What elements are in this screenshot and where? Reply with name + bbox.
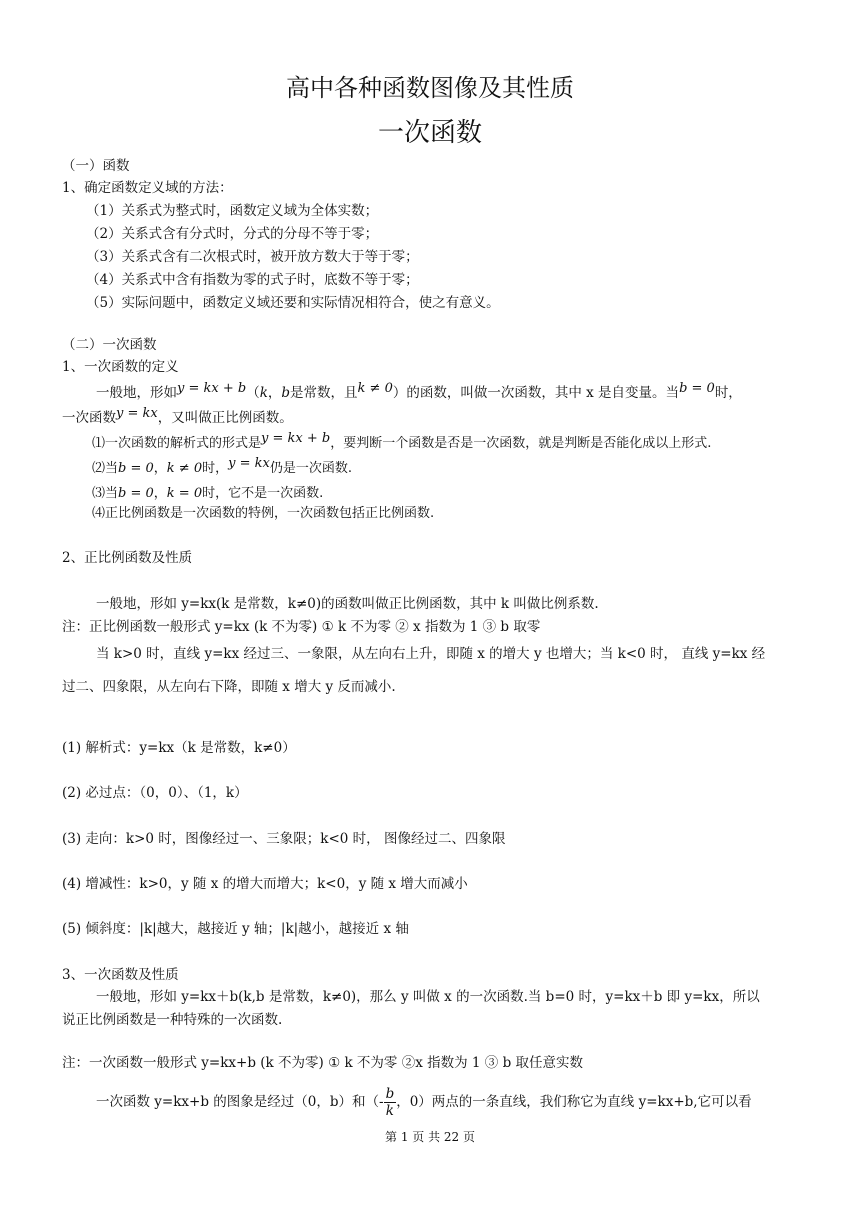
note-1: ⑴一次函数的解析式的形式是y = kx + b，要判断一个函数是否是一次函数，就是判断是否能化成以上形式. bbox=[92, 431, 712, 451]
formula-b-eq-0: b = 0 bbox=[679, 381, 715, 396]
proportional-direction-1: 当 k>0 时，直线 y=kx 经过三、一象限，从左向右上升，即随 x 的增大 y 也增大；当 k<0 时， 直线 y=kx 经 bbox=[96, 646, 766, 662]
domain-rule-4: （4）关系式中含有指数为零的式子时，底数不等于零； bbox=[86, 272, 419, 288]
domain-rule-3: （3）关系式含有二次根式时，被开放方数大于等于零； bbox=[86, 249, 419, 265]
fraction-b-over-k: $\frac{b}{k}$ bbox=[385, 1085, 395, 1119]
definition-line-2: 一次函数y = kx，又叫做正比例函数。 bbox=[62, 406, 293, 426]
linear-definition-heading: 1、一次函数的定义 bbox=[62, 359, 179, 375]
property-fixed-points: (2) 必过点：（0，0）、（1，k） bbox=[62, 785, 248, 801]
property-expression: (1) 解析式：y=kx（k 是常数，k≠0） bbox=[62, 740, 296, 756]
property-monotonicity: (4) 增减性：k>0，y 随 x 的增大而增大；k<0，y 随 x 增大而减小 bbox=[62, 876, 468, 892]
property-direction: (3) 走向：k>0 时，图像经过一、三象限；k<0 时， 图像经过二、四象限 bbox=[62, 831, 506, 847]
proportional-direction-2: 过二、四象限，从左向右下降，即随 x 增大 y 反而减小. bbox=[62, 679, 396, 695]
page-footer: 第 1 页 共 22 页 bbox=[385, 1130, 475, 1144]
linear-graph-line: 一次函数 y=kx+b 的图象是经过（0，b）和（- $\frac{b}{k}$ ，0）两点的一条直线，我们称它为直线 y=kx+b,它可以看 bbox=[96, 1085, 752, 1119]
domain-rule-5: （5）实际问题中，函数定义域还要和实际情况相符合，使之有意义。 bbox=[86, 295, 500, 311]
linear-definition-2: 说正比例函数是一种特殊的一次函数. bbox=[62, 1012, 283, 1028]
note-4: ⑷正比例函数是一次函数的特例，一次函数包括正比例函数. bbox=[92, 506, 435, 521]
proportional-heading: 2、正比例函数及性质 bbox=[62, 550, 193, 566]
proportional-note: 注：正比例函数一般形式 y=kx (k 不为零) ① k 不为零 ② x 指数为 1 ③ b 取零 bbox=[62, 619, 541, 635]
note-3: ⑶当b = 0，k = 0时，它不是一次函数. bbox=[92, 486, 324, 501]
formula-k-ne-0: k ≠ 0 bbox=[357, 381, 393, 396]
proportional-definition: 一般地，形如 y=kx(k 是常数，k≠0)的函数叫做正比例函数，其中 k 叫做比例系数. bbox=[96, 596, 599, 612]
domain-rule-2: （2）关系式含有分式时，分式的分母不等于零； bbox=[86, 226, 379, 242]
formula-y-kx: y = kx bbox=[116, 406, 158, 421]
domain-rule-1: （1）关系式为整式时，函数定义域为全体实数； bbox=[86, 203, 379, 219]
page-title: 高中各种函数图像及其性质 bbox=[286, 74, 574, 102]
linear-definition-1: 一般地，形如 y=kx＋b(k,b 是常数，k≠0)，那么 y 叫做 x 的一次函数.当 b=0 时，y=kx＋b 即 y=kx，所以 bbox=[96, 989, 760, 1005]
page-subtitle: 一次函数 bbox=[377, 118, 482, 148]
linear-note: 注：一次函数一般形式 y=kx+b (k 不为零) ① k 不为零 ②x 指数为 1 ③ b 取任意实数 bbox=[62, 1055, 584, 1071]
formula-y-kx-b: y = kx + b bbox=[177, 381, 247, 396]
domain-methods-heading: 1、确定函数定义域的方法： bbox=[62, 180, 233, 196]
linear-function-heading: 3、一次函数及性质 bbox=[62, 967, 179, 983]
section-heading-function: （一）函数 bbox=[62, 158, 130, 174]
definition-line-1: 一般地，形如y = kx + b（k，b是常数，且k ≠ 0）的函数，叫做一次函数，其中 x 是自变量。当b = 0时， bbox=[96, 381, 742, 401]
section-heading-linear: （二）一次函数 bbox=[62, 337, 157, 353]
note-2: ⑵当b = 0，k ≠ 0时，y = kx仍是一次函数. bbox=[92, 456, 352, 476]
property-slope: (5) 倾斜度：|k|越大，越接近 y 轴；|k|越小，越接近 x 轴 bbox=[62, 921, 409, 937]
